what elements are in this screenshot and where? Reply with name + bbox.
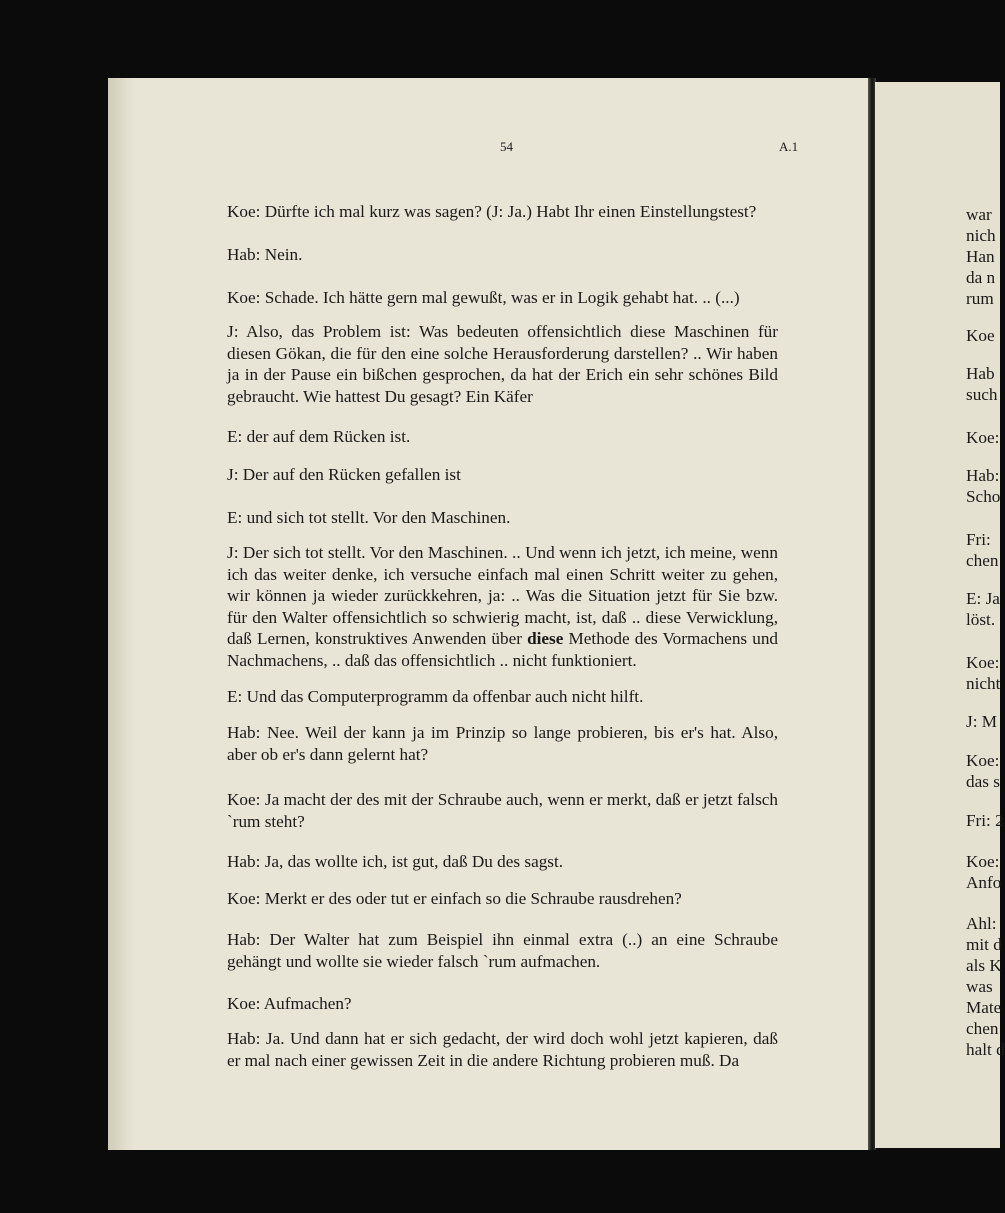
transcript-paragraph-5: E: der auf dem Rücken ist.: [227, 427, 411, 446]
right-page-line: J: M: [966, 712, 998, 731]
right-page-line: da n: [966, 268, 996, 287]
transcript-paragraph-11: Koe: Ja macht der des mit der Schraube auch, wenn er merkt, daß er jetzt falsch `rum steht?: [227, 790, 778, 831]
paragraph-text: Methode des Vormachens und Nachmachens, .. daß das offensichtlich .. nicht funktioniert.: [227, 629, 779, 670]
right-page-line: nich: [966, 226, 996, 245]
right-page-line: Koe:: [966, 428, 1000, 447]
right-page-line: Koe: [966, 326, 995, 345]
right-page-line: E: Ja: [966, 589, 1000, 608]
transcript-paragraph-13: Koe: Merkt er des oder tut er einfach so die Schraube rausdrehen?: [227, 889, 682, 908]
right-page-line: Hab: [966, 364, 995, 383]
transcript-paragraph-9: E: Und das Computerprogramm da offenbar auch nicht hilft.: [227, 687, 644, 706]
right-page-line: mit d: [966, 935, 1002, 954]
page-number: 54: [500, 139, 513, 154]
right-page-line: das s: [966, 772, 1000, 791]
right-page-line: was: [966, 977, 993, 996]
right-page-line: Koe:: [966, 653, 1000, 672]
right-page-line: Fri:: [966, 530, 991, 549]
right-page-line: als K: [966, 956, 1002, 975]
transcript-paragraph-14: Hab: Der Walter hat zum Beispiel ihn einmal extra (..) an eine Schraube gehängt und wollte sie wieder falsch `rum aufmachen.: [227, 930, 778, 971]
transcript-paragraph-15: Koe: Aufmachen?: [227, 994, 352, 1013]
right-page-line: Anfo: [966, 873, 1002, 892]
right-page-line: Hab:: [966, 466, 1000, 485]
right-page-line: Fri: 2: [966, 811, 1004, 830]
transcript-paragraph-12: Hab: Ja, das wollte ich, ist gut, daß Du des sagst.: [227, 852, 564, 871]
transcript-paragraph-2: Hab: Nein.: [227, 245, 303, 264]
right-page-line: rum: [966, 289, 994, 308]
right-page-line: Mate: [966, 998, 1002, 1017]
transcript-paragraph-16: Hab: Ja. Und dann hat er sich gedacht, der wird doch wohl jetzt kapieren, daß er mal nach einer gewissen Zeit in die andere Richtung probieren muß. Da: [227, 1029, 778, 1070]
right-page-line: Koe:: [966, 751, 1000, 770]
right-page-line: löst.: [966, 610, 996, 629]
right-page-line: chen: [966, 551, 999, 570]
transcript-paragraph-8: [227, 542, 778, 671]
transcript-paragraph-1: Koe: Dürfte ich mal kurz was sagen? (J: Ja.) Habt Ihr einen Einstellungstest?: [227, 202, 757, 221]
right-page-line: war: [966, 205, 992, 224]
right-page-line: Koe:: [966, 852, 1000, 871]
transcript-paragraph-4: J: Also, das Problem ist: Was bedeuten offensichtlich diese Maschinen für diesen Gökan, die für den eine solche Herausforderung darstellen? .. Wir haben ja in der Pause ein bißchen gesprochen, da hat der Erich ein sehr schönes Bild gebraucht. Wie hattest Du gesagt? Ein Käfer: [227, 322, 778, 406]
right-page-line: nicht: [966, 674, 1001, 693]
emphasis-word: diese: [527, 629, 564, 648]
transcript-paragraph-7: E: und sich tot stellt. Vor den Maschinen.: [227, 508, 511, 527]
transcript-paragraph-3: Koe: Schade. Ich hätte gern mal gewußt, was er in Logik gehabt hat. .. (...): [227, 288, 740, 307]
transcript-paragraph-10: Hab: Nee. Weil der kann ja im Prinzip so lange probieren, bis er's hat. Also, aber ob er's dann gelernt hat?: [227, 723, 778, 764]
right-page-line: chen: [966, 1019, 999, 1038]
right-page-line: Scho: [966, 487, 1001, 506]
right-page-line: Han: [966, 247, 995, 266]
right-page-line: such: [966, 385, 998, 404]
right-page-line: halt d: [966, 1040, 1005, 1059]
right-page-line: Ahl:: [966, 914, 997, 933]
transcript-paragraph-6: J: Der auf den Rücken gefallen ist: [227, 465, 461, 484]
paragraph-text: J: Der sich tot stellt. Vor den Maschinen. .. Und wenn ich jetzt, ich meine, wenn ich das weiter denke, ich versuche einfach mal einen Schritt weiter zu gehen, wir können ja wieder zurückkehren, ja: .. Was die Situation jetzt für Sie bzw. für den Walter offensichtlich so schwierig macht, ist, daß .. diese Verwicklung, daß Lernen, konstruktives Anwenden über: [227, 543, 778, 648]
section-code: A.1: [779, 139, 799, 154]
